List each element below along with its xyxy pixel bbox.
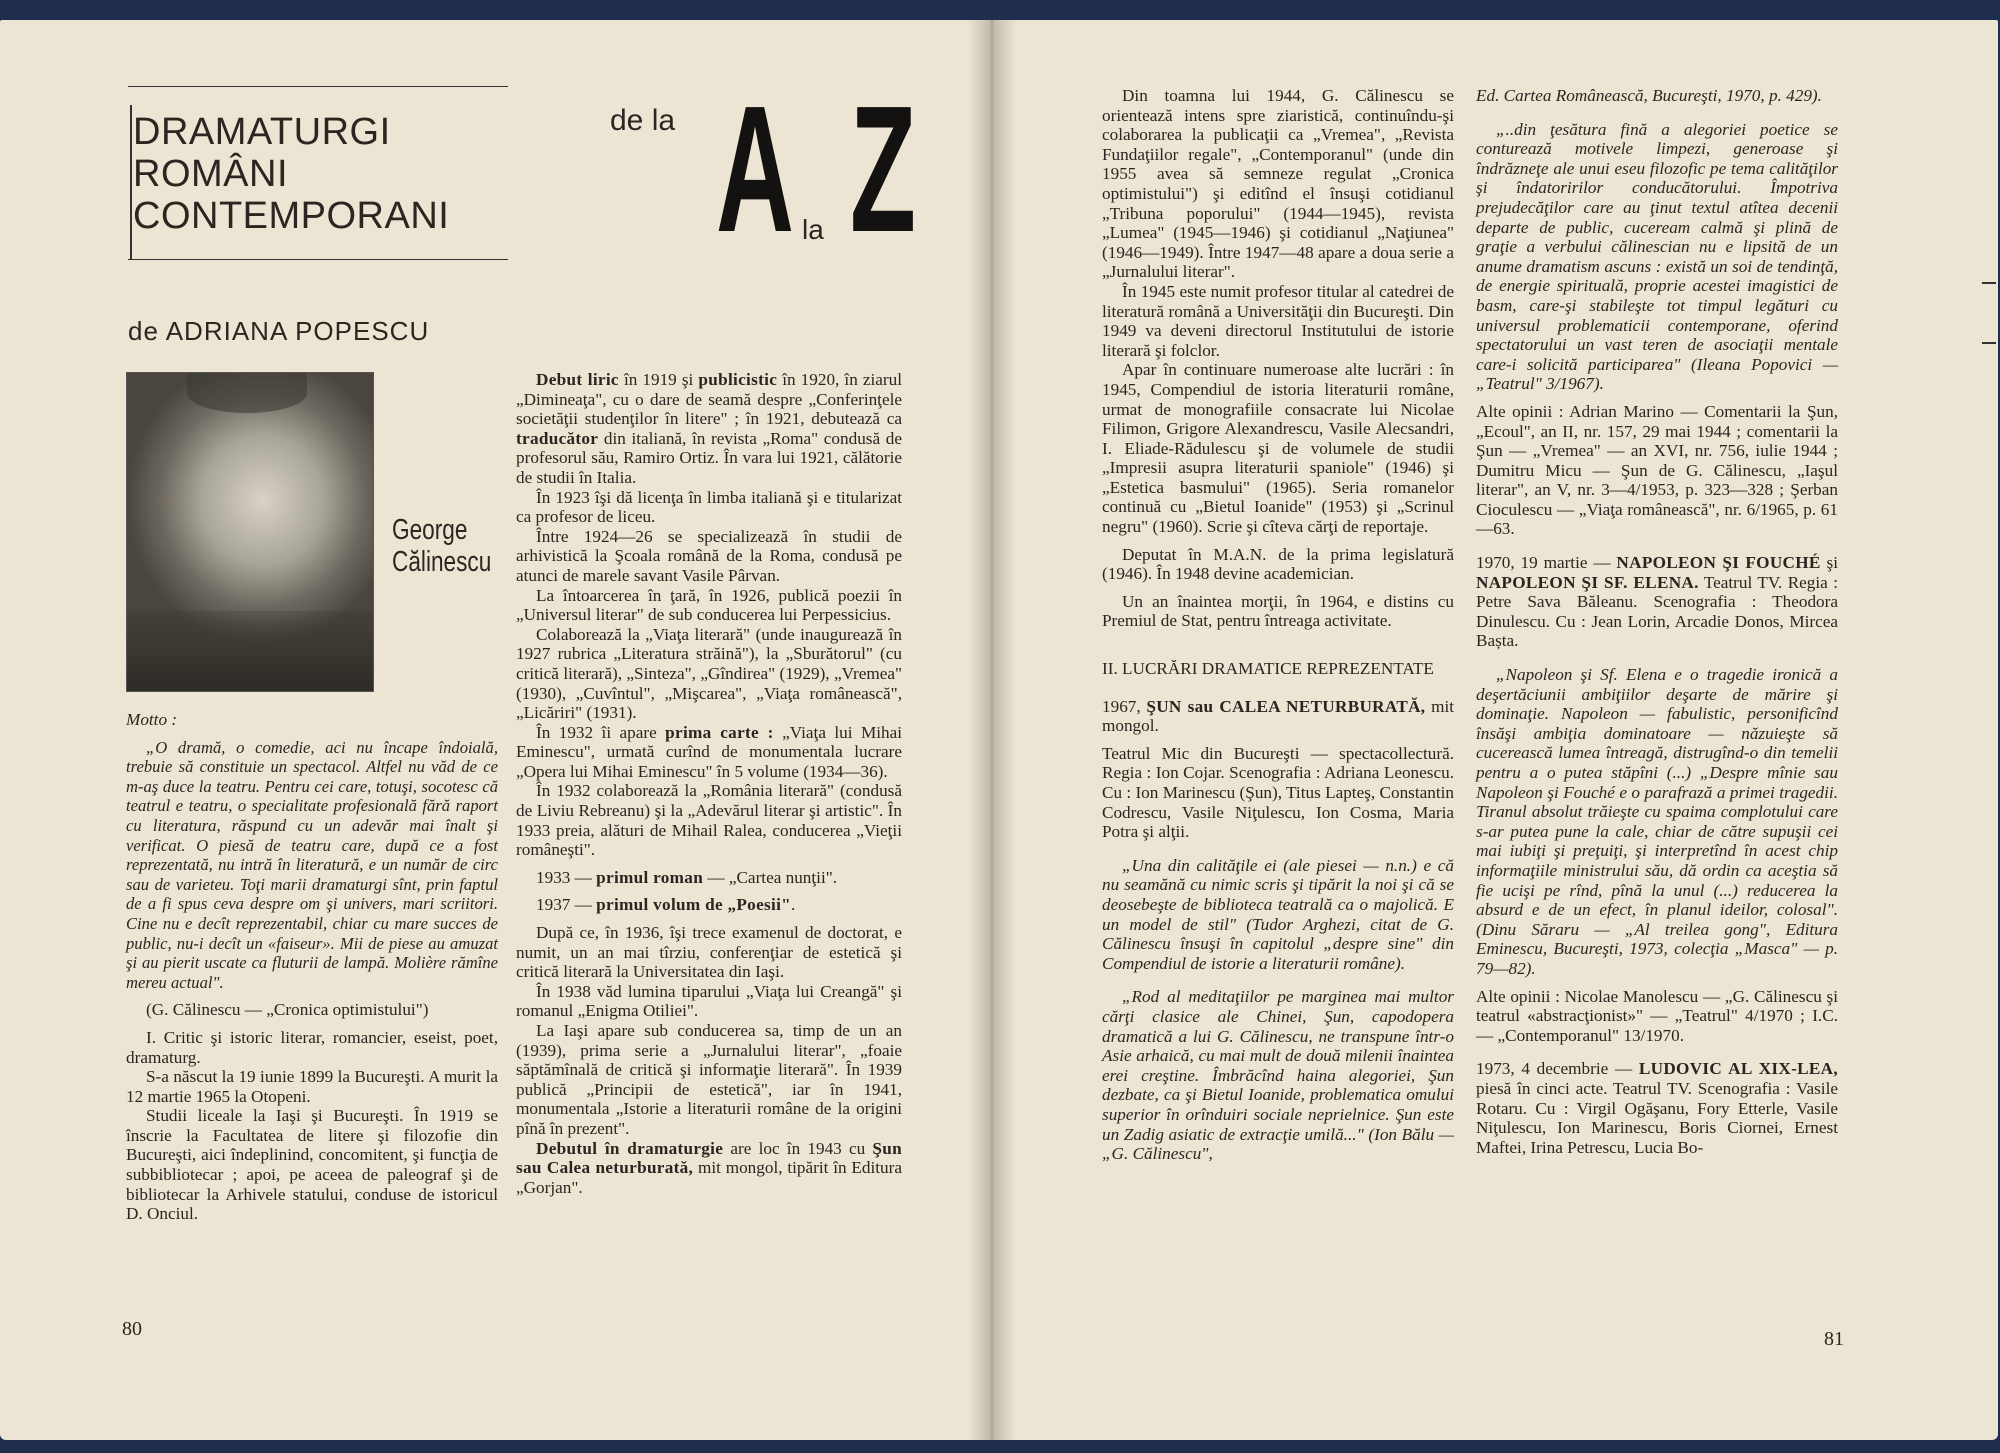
paragraph: Alte opinii : Adrian Marino — Comentarii la Şun, „Ecoul", an II, nr. 157, 29 mai 1944 ; comentarii la Şun — „Vremea" — an XVI, nr. 756, iulie 1944 ; Dumitru Micu — Şun de G. Călinescu, „Iaşul literar", an V, nr. 3—4/1953, p. 323—328 ; Şerban Cioculescu — „Viaţa românească", nr. 6/1965, p. 61—63. [1476,401,1838,539]
paragraph: Teatrul Mic din Bucureşti — spectacollectură. Regia : Ion Cojar. Scenografia : Adriana Leonescu. Cu : Ion Marinescu (Şun), Titus Lapteş, Constantin Codrescu, Vasile Niţulescu, Ion Cosma, Maria Potra şi alţii. [1102,743,1454,842]
play-entry: 1970, 19 martie — NAPOLEON ŞI FOUCHÉ şi NAPOLEON ŞI SF. ELENA. Teatrul TV. Regia : Petre Sava Băleanu. Scenografia : Theodora Dinulescu. Cu : Jean Lorin, Arcadie Donos, Mircea Bașta. [1476,553,1839,651]
quote: „Una din calităţile ei (ale piesei — n.n.) e că nu seamănă cu nimic scris şi tipărit la noi şi că se deosebeşte de biblioteca teatrală ca o majolică. E un model de stil" (Tudor Arghezi, citat de G. Călinescu însuşi în capitolul „despre sine" din Compendiul de istorie a literaturii române). [1102,855,1454,973]
paragraph: Colaborează la „Viaţa literară" (unde inaugurează în 1927 rubrica „Literatura străină"), la „Sburătorul" (cu critică literară), „Sinteza", „Gîndirea" (1929), „Vremea" (1930), „Cuvîntul", „Mişcarea", „Viaţa românească", „Licăriri" (1931). [516,624,902,723]
paragraph: În 1932 îi apare prima carte : „Viaţa lui Mihai Eminescu", urmată curînd de monumentala lucrare „Opera lui Mihai Eminescu" în 5 volume (1934—36). [516,722,903,781]
page-number-left: 80 [122,1318,142,1340]
paragraph: 1933 — primul roman — „Cartea nunţii". [536,867,838,887]
column-3 [1102,86,1454,1164]
author-byline: de ADRIANA POPESCU [128,316,430,346]
paragraph: 1937 — primul volum de „Poesii". [536,895,796,915]
motto-text: „O dramă, o comedie, aci nu încape îndoială, trebuie să constituie un spectacol. Altfel nu văd de ce m-aş duce la teatru. Pentru cei care, totuşi, socotesc că teatrul e teatru, o specialitate profesională fără raport cu literatura, răspund cu un adevăr mai înalt şi verificat. O piesă de teatru care, după ce a fost reprezentată, nu intră în literatură, e un număr de circ sau de varieteu. Toţi marii dramaturgi sînt, prin faptul de a fi spus ceva despre om şi univers, mari scriitori. Cine nu e decît reprezentabil, chiar cu mare succes de public, nu-i decît un «faiseur». Mii de piese au amuzat şi au pierit uscate ca fluturii de lampă. Molière rămîne mereu actual". [126,737,498,992]
paragraph: În 1932 colaborează la „România literară" (condusă de Liviu Rebreanu) şi la „Adevărul literar şi artistic". În 1933 preia, alături de Mihail Ralea, conducerea „Vieţii româneşti". [516,781,902,860]
right-page [850,20,1998,1440]
la-text: la [802,214,824,245]
series-title-box [128,86,508,260]
title-line-1: DRAMATURGI [133,111,391,153]
title-rule [130,105,132,259]
paragraph: La Iaşi apare sub conducerea sa, timp de un an (1939), prima serie a „Jurnalului literar", „foaie săptămînală de critică şi informaţie literară". În 1939 publică „Principii de estetică", iar în 1941, monumentala „Istorie a literaturii române de la origini pînă în prezent". [516,1021,902,1138]
paragraph: În 1938 văd lumina tiparului „Viaţa lui Creangă" şi romanul „Enigma Otiliei". [516,981,902,1021]
de-la-text: de la [610,104,676,137]
big-letter-z: Z [850,69,916,270]
edge-mark [1982,282,1996,284]
citation: Ed. Cartea Românească, Bucureşti, 1970, p. 429). [1476,86,1822,105]
page-number-right: 81 [1824,1328,1844,1350]
play-entry: 1973, 4 decembrie — LUDOVIC AL XIX-LEA, piesă în cinci acte. Teatrul TV. Scenografia : Vasile Rotaru. Cu : Virgil Ogăşanu, Fory Etterle, Vasile Niţulescu, Ion Marinescu, Boris Ciornei, Ernest Maftei, Irina Petrescu, Lucia Bo- [1476,1059,1838,1157]
subject-name [392,514,491,578]
paragraph: Alte opinii : Nicolae Manolescu — „G. Călinescu şi teatrul «abstracţionist»" — „Teatrul" 4/1970 ; I.C. — „Contemporanul" 13/1970. [1476,986,1838,1045]
column-2 [516,370,902,1197]
left-page [0,20,992,1440]
portrait-photo [126,372,374,692]
quote: „Napoleon şi Sf. Elena e o tragedie ironică a deşertăciunii ambiţiilor deşarte de mărire şi dominaţie. Napoleon — fabulistic, personificînd însăşi ambiţia dominatoare — năzuieşte să cucerească lumea întreagă, distrugînd-o din temelii pentru a o putea stăpîni (...) „Despre mînie sau Napoleon şi Fouché e o parafrază a primei tragedii. Tiranul absolut trăieşte cu spaima complotului care s-ar putea pune la cale, chiar de către supuşii cei mai iubiţi şi preţuiţi, şi interpretînd în acest chip informaţiile ministrului său, dă ordin ca aceştia să fie ucişi pe rînd, pînă la unul (...) reducerea la absurd e de un efect, în planul ideilor, colosal". (Dinu Săraru — „Al treilea gong", Editura Eminescu, Bucureşti, 1973, colecţia „Masca" — p. 79—82). [1476,665,1838,978]
paragraph: Între 1924—26 se specializează în studii de arhivistică la Şcoala română de la Roma, condusă pe atunci de marele savant Vasile Pârvan. [516,526,902,585]
quote: „Rod al meditaţiilor pe marginea mai multor cărţi clasice ale Chinei, Şun, capodopera dramatică a lui G. Călinescu, ne transpune într-o Asie arhaică, cu mai mult de două milenii înaintea erei creştine. Îmbrăcînd haina alegoriei, Şun dezbate, ca şi Bietul Ioanide, problematica omului superior în orînduiri sociale neprielnice. Şun este un Zadig asiatic de extracţie umilă..." (Ion Bălu — „G. Călinescu", [1102,987,1454,1164]
paragraph: În 1945 este numit profesor titular al catedrei de literatură română a Universităţii din Bucureşti. Din 1949 va deveni directorul Institutului de istorie literară şi folclor. [1102,281,1454,360]
paragraph: I. Critic şi istoric literar, romancier, eseist, poet, dramaturg. [126,1027,498,1067]
series-title [133,111,449,237]
subject-first-name: George [392,514,468,546]
column-1 [126,710,498,1224]
photo-shade [187,373,307,413]
paragraph: Studii liceale la Iaşi şi Bucureşti. În 1919 se înscrie la Facultatea de litere şi filozofie din Bucureşti, aici îndeplinind, concomitent, şi funcţia de subbibliotecar ; apoi, pe aceea de paleograf şi de bibliotecar la Arhivele statului, conduse de istoricul D. Onciul. [126,1106,498,1224]
paragraph: În 1923 îşi dă licenţa în limba italiană şi e titularizat ca profesor de liceu. [516,487,902,527]
title-line-2: ROMÂNI [133,153,288,195]
motto-source: (G. Călinescu — „Cronica optimistului") [146,1000,429,1020]
subject-last-name: Călinescu [392,546,492,578]
paragraph: S-a născut la 19 iunie 1899 la Bucureşti. A murit la 12 martie 1965 la Otopeni. [126,1067,498,1106]
book-gutter [968,20,1016,1440]
paragraph: Apar în continuare numeroase alte lucrări : în 1945, Compendiul de istoria literaturii române, urmat de monografiile consacrate lui Nicolae Filimon, Grigore Alexandrescu, Vasile Alecsandri, I. Eliade-Rădulescu şi de volumele de studii „Impresii asupra literaturii spaniole" (1946) şi „Estetica basmului" (1965). Seria romanelor continuă cu „Bietul Ioanide" (1953) şi „Scrinul negru" (1960). Scrie şi cîteva cărţi de reportaje. [1102,360,1454,537]
motto-label: Motto : [126,710,178,729]
paragraph: Un an înaintea morţii, în 1964, e distins cu Premiul de Stat, pentru întreaga activitate. [1102,591,1454,631]
paragraph: La întoarcerea în ţară, în 1926, publică poezii în „Universul literar" de sub conducerea lui Perpessicius. [516,585,902,625]
paragraph: Deputat în M.A.N. de la prima legislatură (1946). În 1948 devine academician. [1102,544,1454,584]
paragraph: Debutul în dramaturgie are loc în 1943 cu Şun sau Calea neturburată, mit mongol, tipărit în Editura „Gorjan". [516,1138,902,1197]
column-4 [1476,86,1838,1157]
section-heading: II. LUCRĂRI DRAMATICE REPREZENTATE [1102,659,1434,679]
paragraph: Din toamna lui 1944, G. Călinescu se orientează intens spre ziaristică, continuîndu-şi colaborarea la publicaţii ca „Vremea", „Revista Fundaţiilor regale", „Contemporanul" (unde din 1955 avea să semneze regulat „Cronica optimistului") şi editînd el însuşi cotidianul „Tribuna poporului" (1944—1945), revista „Lumea" (1945—1946) şi cotidianul „Naţiunea" (1946—1949). Între 1947—48 apare a doua serie a „Jurnalului literar". [1102,86,1454,282]
photo-shade-bottom [127,611,373,691]
paragraph: Debut liric în 1919 şi publicistic în 1920, în ziarul „Dimineaţa", cu o dare de seamă despre „Conferinţele societăţii studenţilor în litere" ; în 1921, debutează ca traducător din italiană, în revista „Roma" condusă de profesorul său, Ramiro Ortiz. În vara lui 1921, călătorie de studii în Italia. [516,370,902,487]
paragraph: După ce, în 1936, îşi trece examenul de doctorat, e numit, un an mai tîrziu, conferenţiar de estetică şi critică literară la Universitatea din Iaşi. [516,923,902,982]
edge-mark [1982,342,1996,344]
title-line-3: CONTEMPORANI [133,195,450,237]
quote: „..din ţesătura fină a alegoriei poetice se conturează motivele limpezi, generoase şi îndrăzneţe ale unui eseu filozofic pe tema calităţilor şi îndatoririlor conducătorului. Împotriva prejudecăţilor care au ţinut textul atîtea decenii departe de public, cuceream calmă şi plină de graţie a verbului călinescian nu e lipsită de un anume dramatism ascuns : există un soi de tendinţă, de energie spirituală, proprie acestei imagistici de basm, care-şi stabileşte tot timpul legături cu universul problematicii contemporane, oferind spectatorului un vast teren de asociaţii mentale care-i solicită participarea" (Ileana Popovici — „Teatrul" 3/1967). [1476,119,1838,394]
play-entry: 1967, ŞUN sau CALEA NETURBURATĂ, mit mongol. [1102,696,1455,736]
big-letter-a: A [716,69,794,270]
